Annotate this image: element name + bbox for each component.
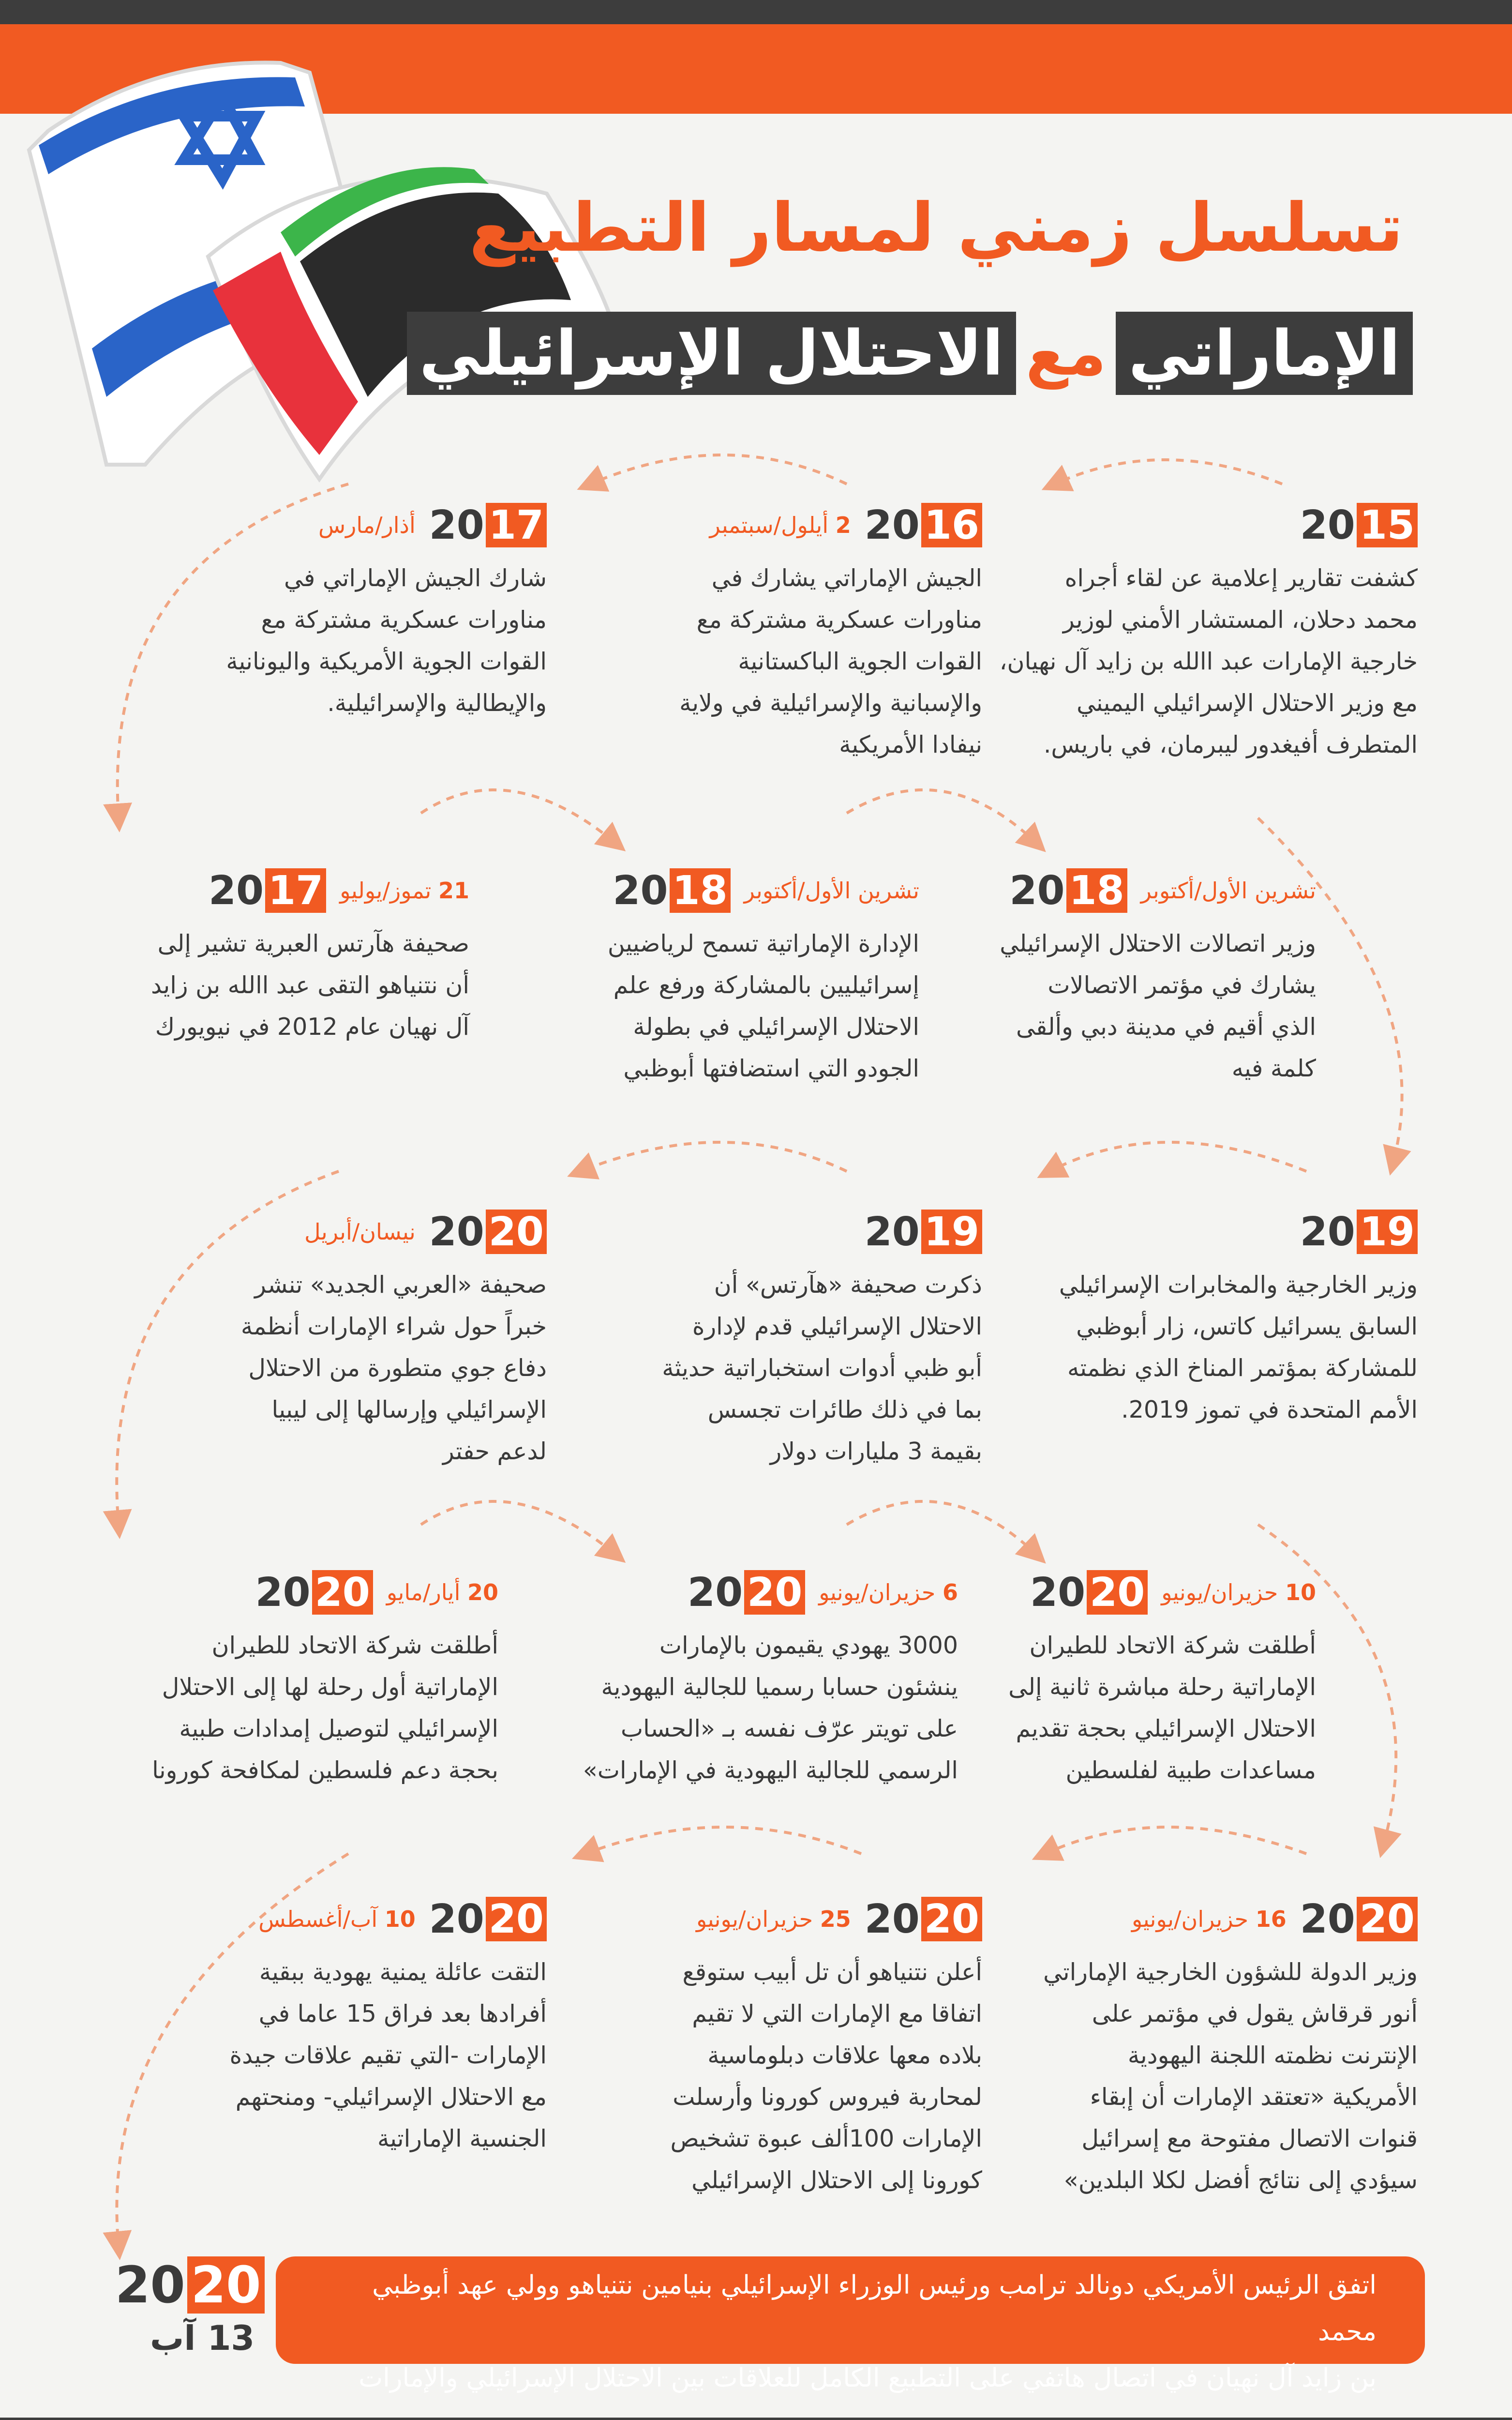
connector-arrow [1055,460,1282,484]
entry-year: 20 17 [209,868,326,914]
entry-text: صحيفة هآرتس العبرية تشير إلى أن نتنياهو التقى عبد االله بن زايد آل نهيان عام 2012 في نيويورك [150,930,469,1041]
timeline-entry [871,864,1316,1089]
entry-text: شارك الجيش الإماراتي في مناورات عسكرية مشتركة مع القوات الجوية الأمريكية واليونانية والإيطالية والإسرائيلية. [226,564,547,717]
subtitle-part-3: الاحتلال الإسرائيلي [407,312,1016,395]
entry-year: 20 17 [429,502,547,548]
connector-arrow [421,1501,614,1554]
entry-date: تشرين الأول/أكتوبر [744,877,919,904]
entry-year: 20 20 [865,1896,982,1942]
entry-year: 20 18 [613,868,730,914]
timeline-entry [474,1566,958,1791]
subtitle-part-2: مع [1025,317,1107,390]
entry-text: وزير اتصالات الاحتلال الإسرائيلي يشارك في مؤتمر الاتصالات الذي أقيم في مدينة دبي وألقى كلمة فيه [1000,930,1316,1082]
final-date: 13 آب [150,2318,255,2358]
timeline-entry [547,499,982,766]
entry-year: 20 20 [429,1896,547,1942]
entry-date: 2 أيلول/سبتمبر [709,512,851,538]
connector-arrow [1050,1142,1306,1171]
timeline-entry [111,499,547,724]
connector-arrow [421,790,614,842]
entry-text: كشفت تقارير إعلامية عن لقاء أجراه محمد دحلان، المستشار الأمني لوزير خارجية الإمارات عبد االله بن زايد آل نهيان، مع وزير الاحتلال الإسرائيلي اليميني المتطرف أفيغدور ليبرمان، في باريس. [999,564,1418,758]
page-title: تسلسل زمني لمسار التطبيع [469,189,1403,267]
entry-year: 20 19 [865,1209,982,1255]
subtitle-part-1: الإماراتي [1116,312,1413,395]
entry-text: الجيش الإماراتي يشارك في مناورات عسكرية مشتركة مع القوات الجوية الباكستانية والإسبانية والإسرائيلية في ولاية نيفادا الأمريكية [679,564,982,758]
entry-date: 20 أيار/مايو [386,1579,498,1605]
timeline-entry [547,1205,982,1472]
timeline-entry [474,864,919,1089]
connector-arrow [581,1142,847,1171]
footer-bar [0,2418,1512,2420]
entry-date: 10 آب/أغسطس [258,1906,416,1932]
entry-date: 10 حزيران/يونيو [1161,1579,1316,1605]
entry-year: 20 20 [255,1570,373,1616]
entry-text: صحيفة «العربي الجديد» تنشر خبراً حول شراء الإمارات أنظمة دفاع جوي متطورة من الاحتلال الإسرائيلي وإرسالها إلى ليبيا لدعم حفتر [240,1271,547,1465]
entry-year: 20 20 [688,1570,805,1616]
entry-text: أطلقت شركة الاتحاد للطيران الإماراتية رحلة مباشرة ثانية إلى الاحتلال الإسرائيلي بحجة تقديم مساعدات طبية لفلسطين [1008,1632,1316,1784]
entry-date: 25 حزيران/يونيو [696,1906,851,1932]
top-bar [0,0,1512,24]
entry-text: الإدارة الإماراتية تسمح لرياضيين إسرائيليين بالمشاركة ورفع علم الاحتلال الإسرائيلي في بطولة الجودو التي استضافتها أبوظبي [607,930,919,1082]
timeline-entry [547,1892,982,2201]
connector-arrow [847,1501,1035,1554]
entry-year: 20 20 [429,1209,547,1255]
entry-date: 16 حزيران/يونيو [1132,1906,1287,1932]
entry-text: ذكرت صحيفة «هآرتس» أن الاحتلال الإسرائيلي قدم لإدارة أبو ظبي أدوات استخباراتية حديثة بما في ذلك طائرات تجسس بقيمة 3 مليارات دولار [662,1271,982,1465]
timeline-entry [982,1205,1418,1431]
entry-year: 20 19 [1300,1209,1418,1255]
entry-text: أعلن نتنياهو أن تل أبيب ستوقع اتفاقا مع الإمارات التي لا تقيم بلاده معها علاقات دبلوماسية لمحاربة فيروس كورونا وأرسلت الإمارات 100ألف عبوة تشخيص كورونا إلى الاحتلال الإسرائيلي [670,1958,982,2194]
entry-year: 20 15 [1300,502,1418,548]
entry-text: وزير الخارجية والمخابرات الإسرائيلي السابق يسرائيل كاتس، زار أبوظبي للمشاركة بمؤتمر المناخ الذي نظمته الأمم المتحدة في تموز 2019. [1059,1271,1418,1423]
connector-arrow [1045,1827,1306,1854]
final-year: 20 20 [115,2255,265,2314]
entry-date: أذار/مارس [318,512,416,538]
page-subtitle [407,310,1413,397]
timeline-entry [982,499,1418,766]
entry-date: 6 حزيران/يونيو [819,1579,958,1605]
timeline-entry [977,1892,1418,2201]
entry-year: 20 16 [865,502,982,548]
entry-date: 21 تموز/يوليو [340,877,469,904]
entry-text: وزير الدولة للشؤون الخارجية الإماراتي أنور قرقاش يقول في مؤتمر على الإنترنت نظمته اللجنة اليهودية الأمريكية «تعتقد الإمارات أن إبقاء قنوات الاتصال مفتوحة مع إسرائيل سيؤدي إلى نتائج أفضل لكلا البلدين» [1043,1958,1418,2194]
connector-arrow [585,1827,861,1854]
entry-year: 20 20 [1300,1896,1418,1942]
entry-date: نيسان/أبريل [304,1219,416,1245]
timeline-entry [111,1205,547,1472]
timeline-entry [111,1892,547,2160]
timeline-entry [44,1566,498,1791]
entry-date: تشرين الأول/أكتوبر [1140,877,1316,904]
final-event-box: اتفق الرئيس الأمريكي دونالد ترامب ورئيس الوزراء الإسرائيلي بنيامين نتنياهو وولي عهد أبوظبي محمد بن زايد آل نهيان في اتصال هاتفي على التطبيع الكامل للعلاقات بين الاحتلال الإسرائيلي والإمارات [276,2256,1425,2364]
entry-year: 20 18 [1009,868,1127,914]
timeline-entry [44,864,469,1048]
entry-year: 20 20 [1030,1570,1148,1616]
entry-text: 3000 يهودي يقيمون بالإمارات ينشئون حسابا رسميا للجالية اليهودية على تويتر عرّف نفسه بـ «الحساب الرسمي للجالية اليهودية في الإمارات» [583,1632,958,1784]
entry-text: التقت عائلة يمنية يهودية ببقية أفرادها بعد فراق 15 عاما في الإمارات -التي تقيم علاقات جيدة مع الاحتلال الإسرائيلي- ومنحتهم الجنسية الإماراتية [229,1958,547,2152]
connector-arrow [847,790,1035,842]
entry-text: أطلقت شركة الاتحاد للطيران الإماراتية أول رحلة لها إلى الاحتلال الإسرائيلي لتوصيل إمدادات طبية بحجة دعم فلسطين لمكافحة كورونا [152,1632,498,1784]
